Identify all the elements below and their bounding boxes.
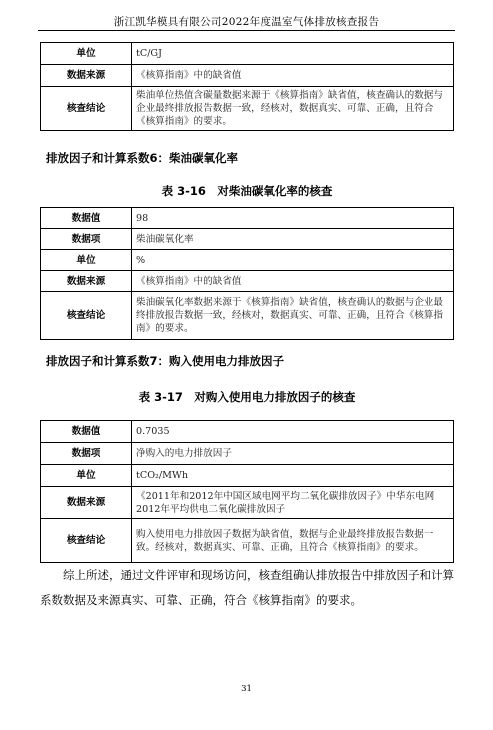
table-row bbox=[41, 465, 454, 487]
table-row bbox=[41, 519, 454, 563]
summary-paragraph: 综上所述，通过文件评审和现场访问，核查组确认排放报告中排放因子和计算系数数据及来源真实、可靠、正确，符合《核算指南》的要求。 bbox=[40, 568, 454, 607]
row-label: 单位 bbox=[41, 465, 132, 487]
row-value: % bbox=[132, 250, 454, 271]
row-label: 单位 bbox=[41, 43, 132, 65]
row-value: tC/GJ bbox=[132, 43, 454, 65]
row-value: 0.7035 bbox=[132, 421, 454, 443]
table-row bbox=[41, 250, 454, 271]
table-3-17-caption: 表 3-17 对购入使用电力排放因子的核查 bbox=[138, 390, 356, 404]
row-label: 数据值 bbox=[41, 421, 132, 443]
row-value: 《核算指南》中的缺省值 bbox=[132, 271, 454, 292]
row-label: 核查结论 bbox=[41, 87, 132, 131]
page-number: 31 bbox=[241, 684, 252, 694]
table-3-16 bbox=[40, 207, 454, 340]
table-row bbox=[41, 65, 454, 87]
row-value: 净购入的电力排放因子 bbox=[132, 443, 454, 465]
table-3-17 bbox=[40, 420, 454, 563]
row-value: 柴油碳氧化率 bbox=[132, 229, 454, 250]
row-value: 《2011年和2012年中国区域电网平均二氧化碳排放因子》中华东电网2012年平均供电二氧化碳排放因子 bbox=[132, 487, 454, 519]
table-row bbox=[41, 229, 454, 250]
row-value: 98 bbox=[132, 208, 454, 229]
row-label: 核查结论 bbox=[41, 292, 132, 340]
table-row bbox=[41, 421, 454, 443]
row-label: 数据来源 bbox=[41, 487, 132, 519]
section-6-heading: 排放因子和计算系数6：柴油碳氧化率 bbox=[46, 151, 238, 165]
table-row bbox=[41, 292, 454, 340]
table-row bbox=[41, 43, 454, 65]
row-label: 数据项 bbox=[41, 443, 132, 465]
row-label: 单位 bbox=[41, 250, 132, 271]
row-label: 核查结论 bbox=[41, 519, 132, 563]
table-3-16-caption: 表 3-16 对柴油碳氧化率的核查 bbox=[161, 184, 333, 198]
table-row bbox=[41, 271, 454, 292]
row-value: 《核算指南》中的缺省值 bbox=[132, 65, 454, 87]
row-value: 柴油碳氧化率数据来源于《核算指南》缺省值，核查确认的数据与企业最终排放报告数据一致，经核对，数据真实、可靠、正确，且符合《核算指南》的要求。 bbox=[132, 292, 454, 340]
row-value: tCO₂/MWh bbox=[132, 465, 454, 487]
table-row bbox=[41, 87, 454, 131]
section-7-heading: 排放因子和计算系数7：购入使用电力排放因子 bbox=[46, 354, 284, 368]
row-label: 数据来源 bbox=[41, 271, 132, 292]
row-value: 柴油单位热值含碳量数据来源于《核算指南》缺省值，核查确认的数据与企业最终排放报告数据一致，经核对，数据真实、可靠、正确，且符合《核算指南》的要求。 bbox=[132, 87, 454, 131]
row-label: 数据来源 bbox=[41, 65, 132, 87]
row-label: 数据值 bbox=[41, 208, 132, 229]
table-row bbox=[41, 487, 454, 519]
page-header: 浙江凯华模具有限公司2022年度温室气体排放核查报告 bbox=[38, 14, 455, 31]
table-row bbox=[41, 208, 454, 229]
table-continued bbox=[40, 42, 454, 131]
table-row bbox=[41, 443, 454, 465]
row-label: 数据项 bbox=[41, 229, 132, 250]
row-value: 购入使用电力排放因子数据为缺省值，数据与企业最终排放报告数据一致。经核对，数据真实、可靠、正确，且符合《核算指南》的要求。 bbox=[132, 519, 454, 563]
